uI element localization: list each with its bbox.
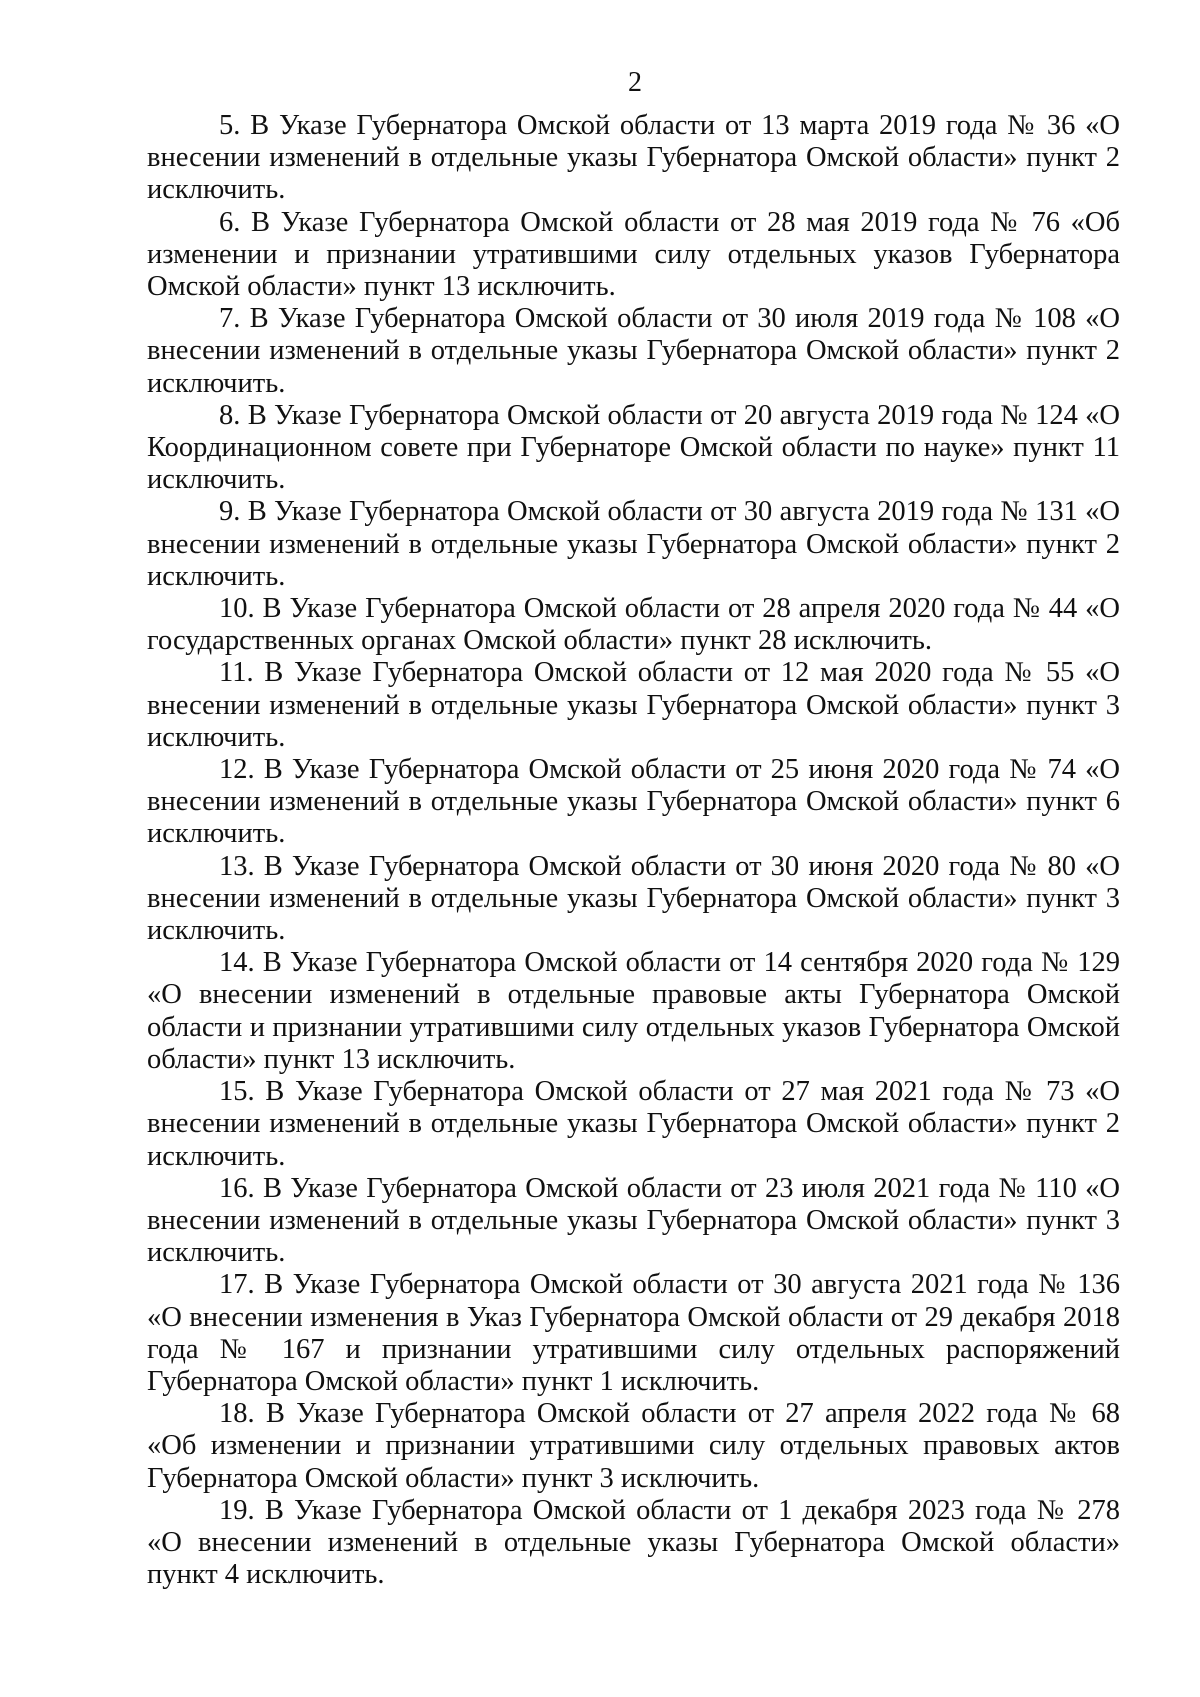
paragraph-item-19: 19. В Указе Губернатора Омской области от 1 декабря 2023 года № 278 «О внесении изменений в отдельные указы Губернатора Омской области» пункт 4 исключить. (147, 1494, 1120, 1591)
paragraph-item-17: 17. В Указе Губернатора Омской области от 30 августа 2021 года № 136 «О внесении изменения в Указ Губернатора Омской области от 29 декабря 2018 года № 167 и признании утратившими силу отдельных распоряжений Губернатора Омской области» пункт 1 исключить. (147, 1269, 1120, 1397)
paragraph-item-6: 6. В Указе Губернатора Омской области от 28 мая 2019 года № 76 «Об изменении и признании утратившими силу отдельных указов Губернатора Омской области» пункт 13 исключить. (147, 206, 1120, 303)
page-number: 2 (628, 67, 642, 98)
paragraph-item-5: 5. В Указе Губернатора Омской области от 13 марта 2019 года № 36 «О внесении изменений в отдельные указы Губернатора Омской области» пункт 2 исключить. (147, 110, 1120, 206)
paragraph-item-8: 8. В Указе Губернатора Омской области от 20 августа 2019 года № 124 «О Координационном совете при Губернаторе Омской области по науке» пункт 11 исключить. (147, 399, 1120, 496)
paragraph-item-11: 11. В Указе Губернатора Омской области от 12 мая 2020 года № 55 «О внесении изменений в отдельные указы Губернатора Омской области» пункт 3 исключить. (147, 657, 1120, 753)
paragraph-item-12: 12. В Указе Губернатора Омской области от 25 июня 2020 года № 74 «О внесении изменений в отдельные указы Губернатора Омской области» пункт 6 исключить. (147, 754, 1120, 850)
paragraph-item-18: 18. В Указе Губернатора Омской области от 27 апреля 2022 года № 68 «Об изменении и признании утратившими силу отдельных правовых актов Губернатора Омской области» пункт 3 исключить. (147, 1398, 1120, 1494)
paragraph-item-14: 14. В Указе Губернатора Омской области от 14 сентября 2020 года № 129 «О внесении изменений в отдельные правовые акты Губернатора Омской области и признании утратившими силу отдельных указов Губернатора Омской области» пункт 13 исключить. (147, 947, 1120, 1075)
paragraph-item-16: 16. В Указе Губернатора Омской области от 23 июля 2021 года № 110 «О внесении изменений в отдельные указы Губернатора Омской области» пункт 3 исключить. (147, 1172, 1120, 1269)
paragraph-item-13: 13. В Указе Губернатора Омской области от 30 июня 2020 года № 80 «О внесении изменений в отдельные указы Губернатора Омской области» пункт 3 исключить. (147, 850, 1120, 947)
paragraph-item-9: 9. В Указе Губернатора Омской области от 30 августа 2019 года № 131 «О внесении изменений в отдельные указы Губернатора Омской области» пункт 2 исключить. (147, 496, 1120, 592)
paragraph-item-10: 10. В Указе Губернатора Омской области от 28 апреля 2020 года № 44 «О государственных органах Омской области» пункт 28 исключить. (147, 593, 1120, 657)
paragraph-item-7: 7. В Указе Губернатора Омской области от 30 июля 2019 года № 108 «О внесении изменений в отдельные указы Губернатора Омской области» пункт 2 исключить. (147, 303, 1120, 399)
paragraph-item-15: 15. В Указе Губернатора Омской области от 27 мая 2021 года № 73 «О внесении изменений в отдельные указы Губернатора Омской области» пункт 2 исключить. (147, 1076, 1120, 1172)
document-body (147, 110, 1120, 1591)
